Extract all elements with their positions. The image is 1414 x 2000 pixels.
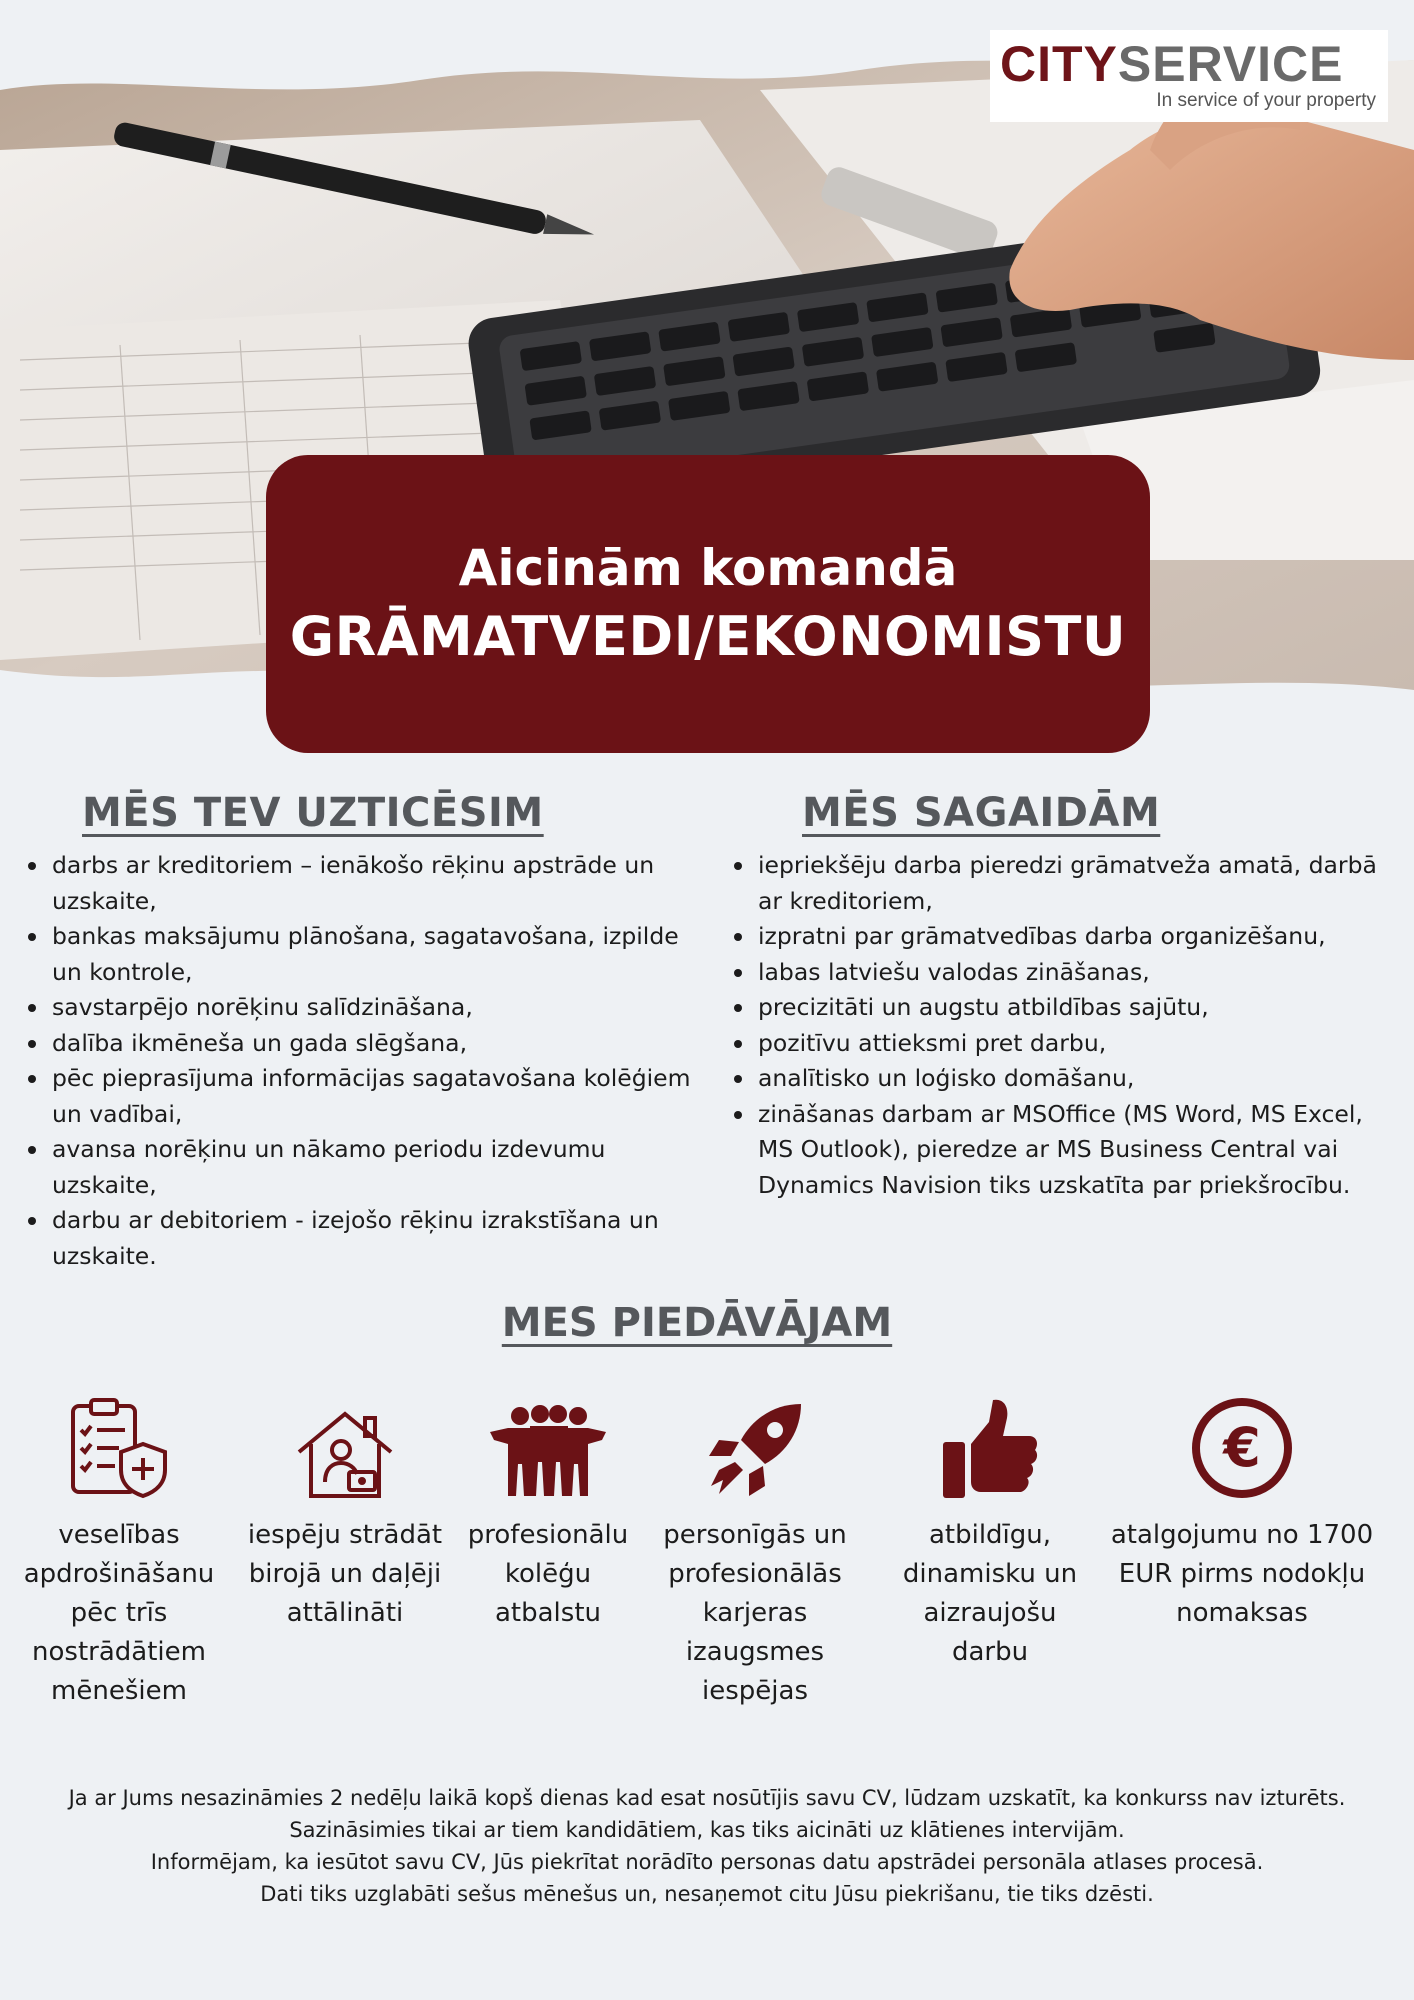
offer-item-job [884,1390,1096,1672]
list-item: analītisko un loģisko domāšanu, [758,1061,1404,1097]
list-item: darbs ar kreditoriem – ienākošo rēķinu apstrāde un uzskaite, [52,848,712,919]
offer-text: iespēju strādāt birojā un daļēji attālināti [247,1520,443,1628]
list-item: zināšanas darbam ar MSOffice (MS Word, MS Excel, MS Outlook), pieredze ar MS Business Central vai Dynamics Navision tiks uzskatīta par priekšrocību. [758,1097,1404,1204]
trust-section [22,790,712,1274]
remote-work-icon [240,1390,450,1500]
euro-icon [1100,1390,1384,1500]
thumbs-up-icon [884,1390,1096,1500]
svg-text:€: € [1223,1416,1261,1479]
footer-line: Ja ar Jums nesazināmies 2 nedēļu laikā kopš dienas kad esat nosūtījis savu CV, lūdzam uzskatīt, ka konkurss nav izturēts. [68,1786,1346,1810]
footer-notice [0,1782,1414,1910]
list-item: pozitīvu attieksmi pret darbu, [758,1026,1404,1062]
offer-text: veselības apdrošināšanu pēc trīs nostrādātiem mēnešiem [23,1520,215,1706]
list-item: dalība ikmēneša un gada slēgšana, [52,1026,712,1062]
offer-text: profesionālu kolēģu atbalstu [467,1520,629,1628]
team-icon [446,1390,650,1500]
title-line2: GRĀMATVEDI/EKONOMISTU [289,605,1127,668]
offer-text: atbildīgu, dinamisku un aizraujošu darbu [902,1520,1078,1667]
expect-list [728,848,1404,1203]
list-item: iepriekšēju darba pieredzi grāmatveža amatā, darbā ar kreditoriem, [758,848,1404,919]
offer-item-health [14,1390,224,1711]
list-item: izpratni par grāmatvedības darba organizēšanu, [758,919,1404,955]
expect-section [728,790,1404,1203]
logo-service: SERVICE [1117,36,1344,92]
footer-line: Dati tiks uzglabāti sešus mēnešus un, nesaņemot citu Jūsu piekrišanu, tie tiks dzēsti. [260,1882,1154,1906]
trust-list [22,848,712,1274]
title-banner [266,455,1150,753]
offer-text: personīgās un profesionālās karjeras izaugsmes iespējas [663,1520,847,1706]
logo-tagline: In service of your property [1156,90,1376,111]
list-item: pēc pieprasījuma informācijas sagatavošana kolēģiem un vadībai, [52,1061,712,1132]
list-item: labas latviešu valodas zināšanas, [758,955,1404,991]
offer-item-team [446,1390,650,1633]
rocket-icon [650,1390,860,1500]
list-item: savstarpējo norēķinu salīdzināšana, [52,990,712,1026]
health-insurance-icon [14,1390,224,1500]
list-item: avansa norēķinu un nākamo periodu izdevumu uzskaite, [52,1132,712,1203]
list-item: darbu ar debitoriem - izejošo rēķinu izrakstīšana un uzskaite. [52,1203,712,1274]
footer-line: Informējam, ka iesūtot savu CV, Jūs piekrītat norādīto personas datu apstrādei personāla atlases procesā. [150,1850,1264,1874]
logo-wordmark [1000,36,1378,92]
offer-item-career [650,1390,860,1711]
list-item: bankas maksājumu plānošana, sagatavošana, izpilde un kontrole, [52,919,712,990]
expect-heading: MĒS SAGAIDĀM [802,790,1161,836]
logo-city: CITY [1000,36,1118,92]
footer-line: Sazināsimies tikai ar tiem kandidātiem, kas tiks aicināti uz klātienes intervijām. [289,1818,1125,1842]
offer-heading: MES PIEDĀVĀJAM [501,1300,893,1346]
offer-text: atalgojumu no 1700 EUR pirms nodokļu nomaksas [1110,1520,1374,1628]
offer-item-salary [1100,1390,1384,1633]
title-line1: Aicinām komandā [458,539,958,597]
trust-heading: MĒS TEV UZTICĒSIM [82,790,544,836]
list-item: precizitāti un augstu atbildības sajūtu, [758,990,1404,1026]
company-logo [990,30,1388,122]
offer-item-remote [240,1390,450,1633]
